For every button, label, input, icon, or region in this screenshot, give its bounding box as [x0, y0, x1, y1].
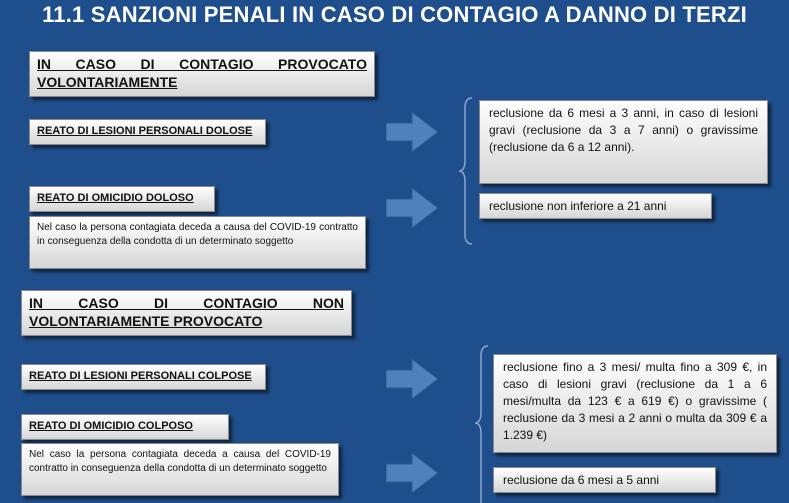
- crime-omicidio-doloso-description: Nel caso la persona contagiata deceda a causa del COVID-19 contratto in conseguenza della condotta di un determinato soggetto: [29, 216, 366, 269]
- penalty-lesioni-dolose: reclusione da 6 mesi a 3 anni, in caso di lesioni gravi (reclusione da 3 a 7 anni) o gravissime (reclusione da 6 a 12 anni).: [479, 100, 768, 184]
- penalty-lesioni-colpose: reclusione fino a 3 mesi/ multa fino a 309 €, in caso di lesioni gravi (reclusione da 1 a 6 mesi/multa da 123 € a 619 €) o gravissime ( reclusione da 3 mesi a 2 anni o multa da 309 € a 1.239 €): [493, 354, 777, 453]
- section-heading-voluntary: [29, 51, 375, 97]
- crime-omicidio-doloso: REATO DI OMICIDIO DOLOSO: [29, 186, 215, 212]
- section-heading-line1: IN CASO DI CONTAGIO PROVOCATO: [37, 56, 367, 72]
- penalty-omicidio-doloso: reclusione non inferiore a 21 anni: [479, 193, 712, 219]
- penalty-omicidio-colposo: reclusione da 6 mesi a 5 anni: [493, 467, 716, 493]
- crime-omicidio-colposo-description: Nel caso la persona contagiata deceda a causa del COVID-19 contratto in conseguenza della condotta di un determinato soggetto: [21, 443, 339, 496]
- arrow-right-icon: [386, 112, 438, 152]
- section-heading-non-voluntary: [21, 290, 352, 336]
- crime-lesioni-dolose: REATO DI LESIONI PERSONALI DOLOSE: [29, 119, 266, 145]
- brace-left-icon: [474, 344, 490, 503]
- arrow-right-icon: [386, 359, 438, 399]
- arrow-right-icon: [386, 188, 438, 228]
- arrow-right-icon: [386, 453, 438, 493]
- crime-omicidio-colposo: REATO DI OMICIDIO COLPOSO: [21, 414, 229, 440]
- brace-left-icon: [458, 96, 474, 246]
- section-heading-line1: IN CASO DI CONTAGIO NON: [29, 295, 344, 311]
- section-heading-line2: VOLONTARIAMENTE PROVOCATO: [29, 313, 263, 329]
- slide-title: 11.1 SANZIONI PENALI IN CASO DI CONTAGIO A DANNO DI TERZI: [42, 2, 747, 27]
- section-heading-line2: VOLONTARIAMENTE: [37, 74, 178, 90]
- crime-lesioni-colpose: REATO DI LESIONI PERSONALI COLPOSE: [21, 364, 266, 390]
